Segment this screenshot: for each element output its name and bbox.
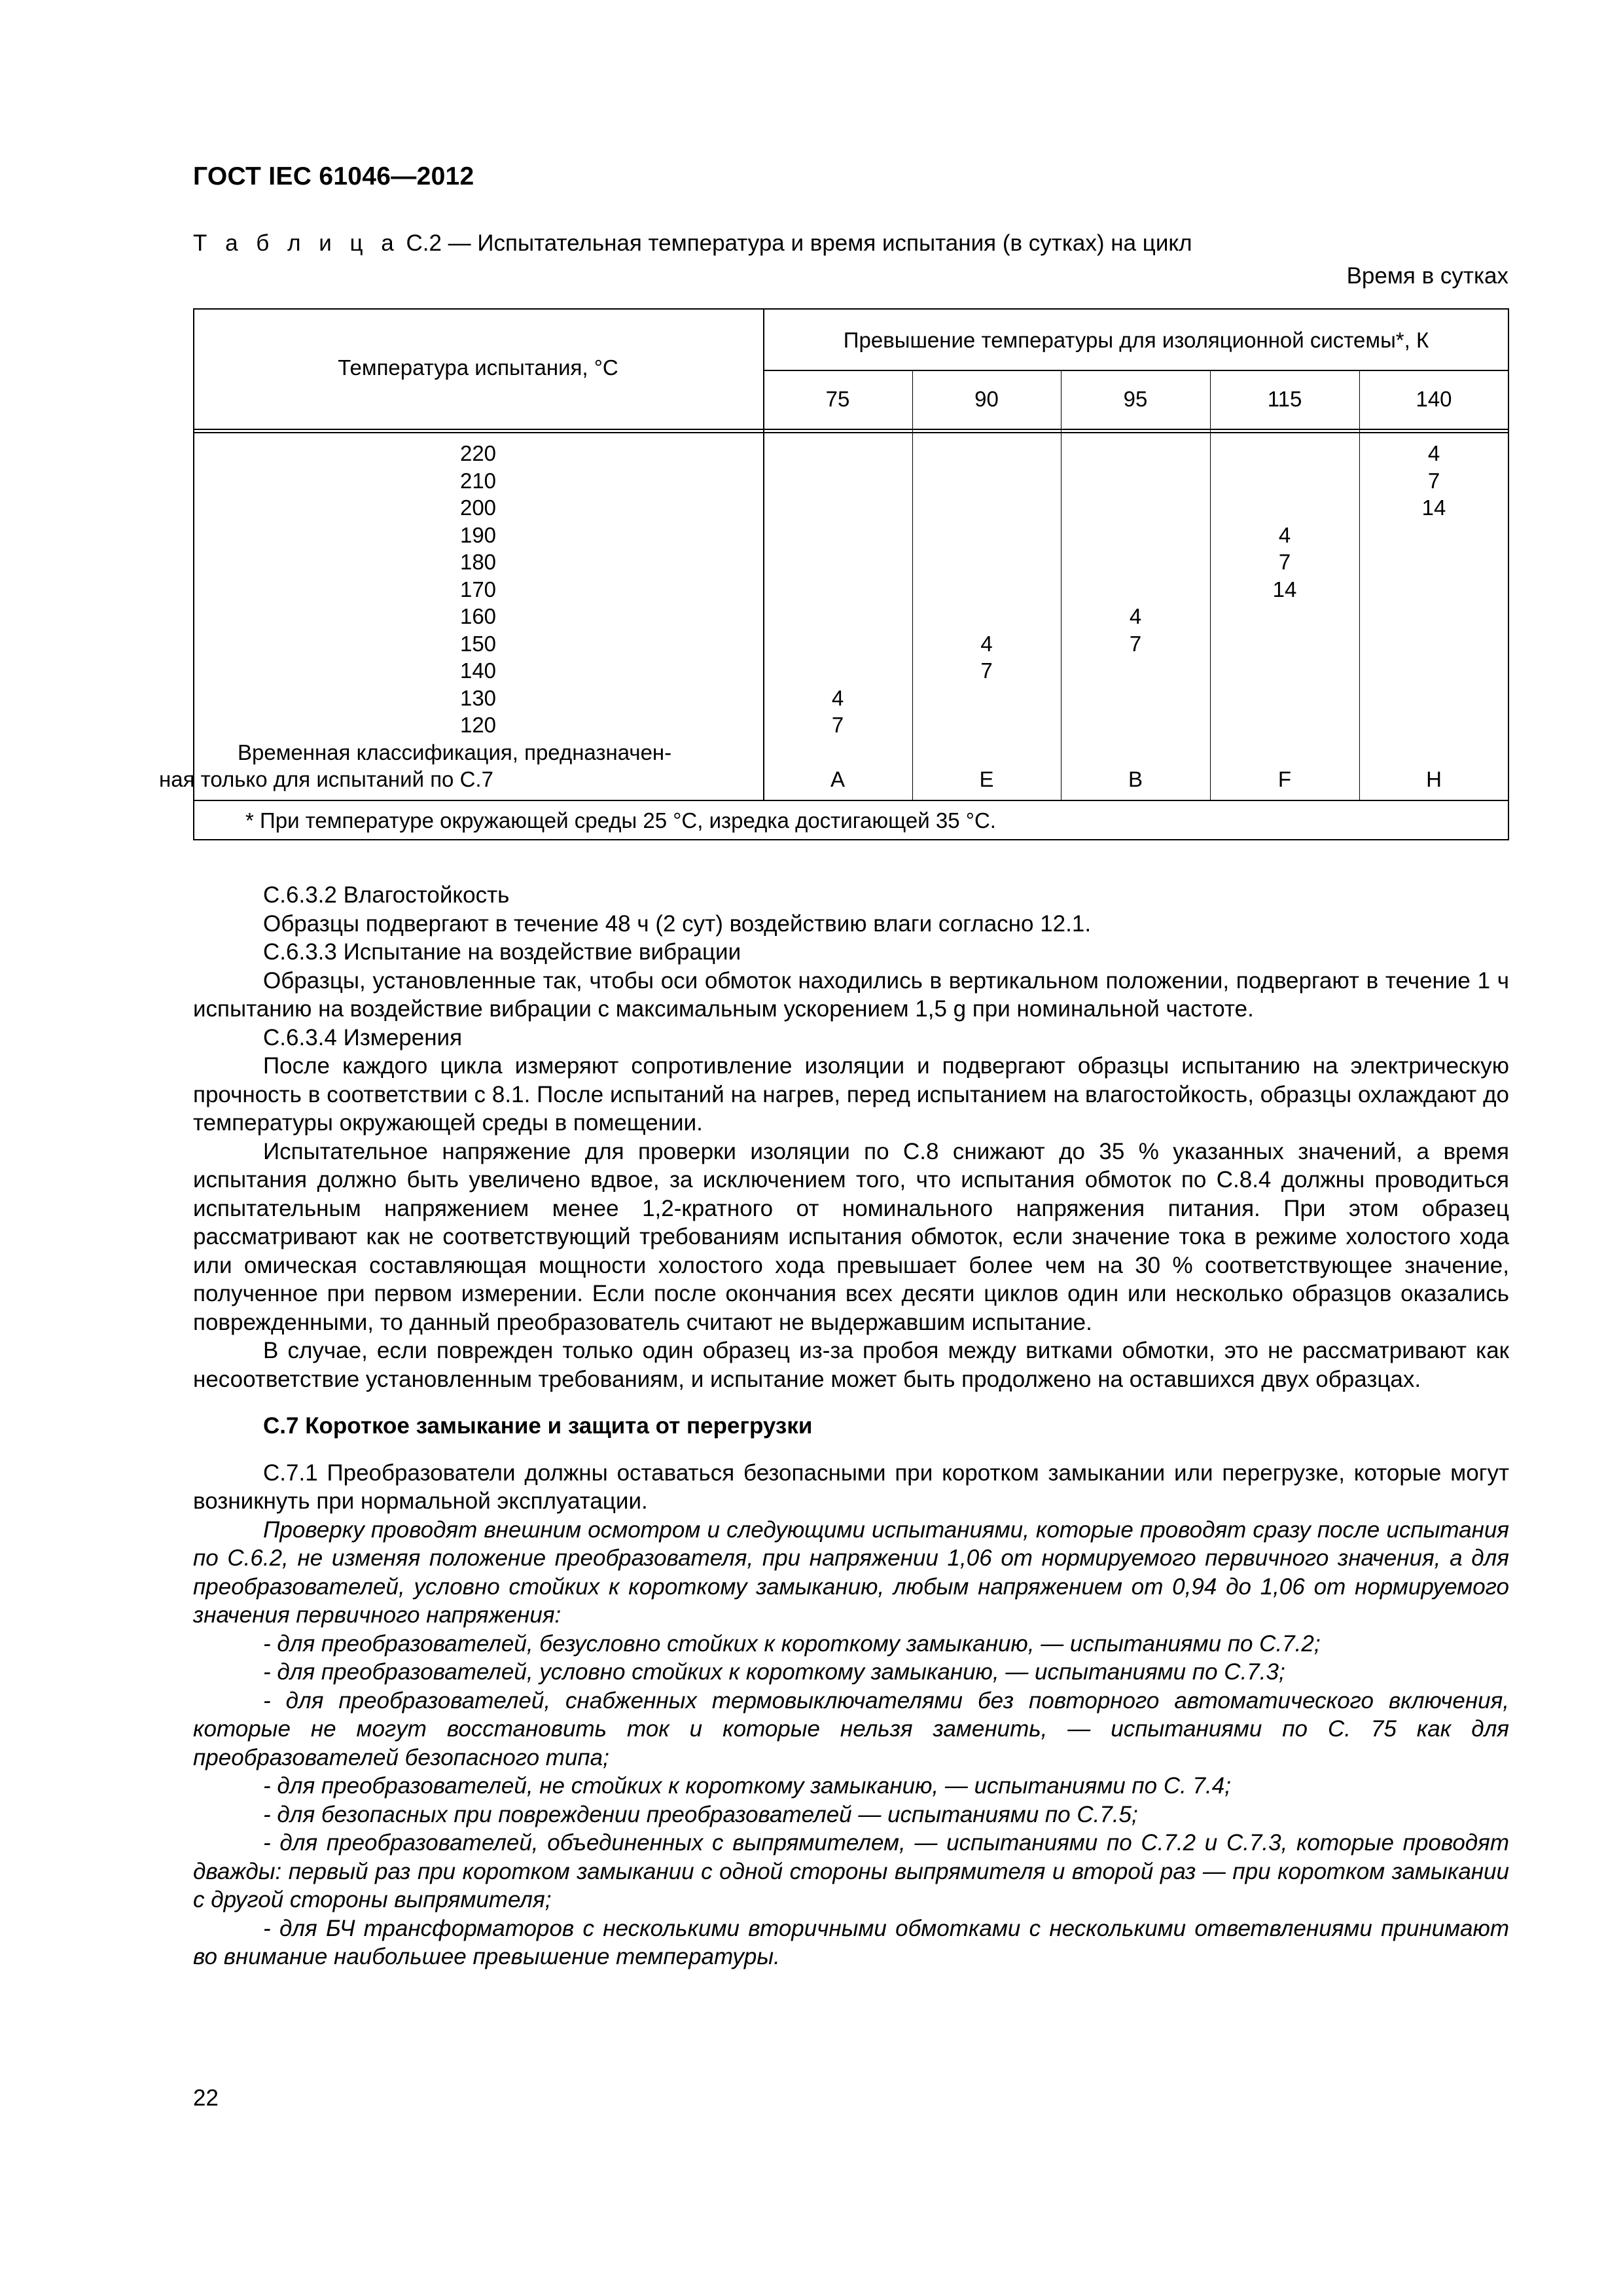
- days-column-75: [763, 440, 912, 793]
- days-cell: [1210, 467, 1359, 495]
- days-cell: [912, 522, 1061, 549]
- days-cell: [1061, 467, 1210, 495]
- table-rule: [193, 800, 1509, 801]
- days-cell: 4: [980, 631, 993, 656]
- days-column-95: [1061, 440, 1210, 793]
- table-rule: [763, 370, 1509, 371]
- paragraph: В случае, если поврежден только один образец из-за пробоя между витками обмотки, это не рассматривают как несоответствие установленным требованиям, и испытание может быть продолжено на оставшихся двух образцах.: [193, 1338, 1509, 1392]
- days-cell: [1061, 548, 1210, 576]
- table-rule: [193, 429, 1509, 430]
- days-cell: [1359, 522, 1508, 549]
- paragraph: С.7.1 Преобразователи должны оставаться безопасными при коротком замыкании или перегрузке, которые могут возникнуть при нормальной эксплуатации.: [193, 1460, 1509, 1514]
- column-header-95: 95: [1123, 387, 1148, 411]
- days-cell: 14: [1272, 577, 1297, 601]
- paragraph: Образцы подвергают в течение 48 ч (2 сут) воздействию влаги согласно 12.1.: [263, 910, 1092, 937]
- days-cell: 4: [1278, 522, 1291, 547]
- body-text-block-1: [193, 881, 1509, 1971]
- column-header-115: 115: [1267, 387, 1302, 411]
- document-header: ГОСТ IEC 61046—2012: [193, 162, 474, 190]
- days-cell: [1210, 603, 1359, 630]
- clause-heading-c632: С.6.3.2 Влагостойкость: [263, 882, 510, 908]
- paragraph: Испытательное напряжение для проверки изоляции по С.8 снижают до 35 % указанных значений, а время испытания должно быть увеличено вдвое, за исключением того, что испытания обмоток по С.8.4 должны проводиться испытательным напряжением менее 1,2-кратного от номинального напряжения питания. При этом образец рассматривают как не соответствующий требованиям испытания обмоток, если значение тока в режиме холостого хода или омическая составляющая мощности холостого хода превышает более чем на 30 % соответствующее значение, полученное при первом измерении. Если после окончания всех десяти циклов один или несколько образцов оказались поврежденными, то данный преобразователь считают не выдержавшим испытание.: [193, 1138, 1509, 1335]
- classification-label-line1: Временная классификация, предназначен-: [238, 740, 672, 764]
- days-cell: [1210, 657, 1359, 685]
- days-cell: 4: [1427, 441, 1440, 465]
- class-letter-h: H: [1426, 767, 1442, 791]
- column-header-90: 90: [974, 387, 999, 411]
- days-cell: [1359, 711, 1508, 739]
- column-header-temperature-rise: Превышение температуры для изоляционной системы*, К: [843, 328, 1429, 352]
- days-cell: [763, 630, 912, 658]
- paragraph: После каждого цикла измеряют сопротивление изоляции и подвергают образцы испытанию на электрическую прочность в соответствии с 8.1. После испытаний на нагрев, перед испытанием на влагостойкость, образцы охлаждают до температуры окружающей среды в помещении.: [193, 1053, 1509, 1136]
- days-cell: 4: [831, 685, 844, 710]
- days-cell: 7: [831, 713, 844, 737]
- class-letter-e: E: [979, 767, 994, 791]
- column-header-75: 75: [825, 387, 850, 411]
- table-units: Время в сутках: [1346, 263, 1508, 289]
- temperature-value: 220: [459, 441, 497, 465]
- table-caption: [193, 230, 1192, 257]
- temperature-column: [159, 440, 763, 793]
- days-cell: [1061, 711, 1210, 739]
- list-item: - для преобразователей, объединенных с выпрямителем, — испытаниями по С.7.2 и С.7.3, которые проводят дважды: первый раз при коротком замыкании с одной стороны выпрямителя и второй раз — при коротком замыкании с другой стороны выпрямителя;: [193, 1830, 1509, 1912]
- days-cell: [1061, 685, 1210, 712]
- days-cell: [1359, 630, 1508, 658]
- days-cell: [1359, 685, 1508, 712]
- days-cell: [1359, 576, 1508, 603]
- list-item: - для БЧ трансформаторов с несколькими вторичными обмотками с несколькими ответвлениями принимают во внимание наибольшее превышение температуры.: [193, 1915, 1509, 1969]
- temperature-value: 120: [459, 713, 497, 737]
- days-cell: [763, 603, 912, 630]
- days-cell: [912, 548, 1061, 576]
- column-header-test-temperature: Температура испытания, °C: [338, 355, 618, 380]
- section-heading-c7: С.7 Короткое замыкание и защита от перегрузки: [263, 1413, 813, 1439]
- test-temperature-table: [159, 308, 1509, 840]
- days-cell: [912, 440, 1061, 467]
- table-rule: [193, 432, 1509, 433]
- days-cell: [763, 548, 912, 576]
- page-number: 22: [193, 2085, 219, 2111]
- days-cell: [912, 467, 1061, 495]
- list-item: - для преобразователей, снабженных термовыключателями без повторного автоматического включения, которые не могут восстановить ток и которые нельзя заменить, — испытаниями по С. 75 как для преобразователей безопасного типа;: [193, 1687, 1509, 1770]
- days-cell: [1210, 494, 1359, 522]
- days-cell: [1061, 440, 1210, 467]
- list-item: - для преобразователей, безусловно стойких к короткому замыканию, — испытаниями по С.7.2;: [263, 1630, 1321, 1657]
- table-caption-label: Т а б л и ц а: [193, 230, 400, 256]
- days-cell: [1359, 603, 1508, 630]
- days-cell: 7: [1129, 631, 1142, 656]
- days-cell: [763, 494, 912, 522]
- days-cell: [1061, 657, 1210, 685]
- temperature-value: 150: [459, 631, 497, 656]
- days-cell: [1061, 494, 1210, 522]
- column-header-140: 140: [1416, 387, 1452, 411]
- temperature-value: 130: [459, 685, 497, 710]
- class-letter-a: A: [830, 767, 845, 791]
- days-cell: 4: [1129, 604, 1142, 628]
- temperature-value: 180: [459, 550, 497, 574]
- clause-heading-c633: С.6.3.3 Испытание на воздействие вибрации: [263, 939, 741, 965]
- days-cell: [1210, 440, 1359, 467]
- temperature-value: 200: [459, 495, 497, 520]
- days-cell: [763, 440, 912, 467]
- days-cell: [763, 522, 912, 549]
- days-cell: 7: [980, 658, 993, 683]
- classification-label: [159, 739, 763, 793]
- table-border: [193, 308, 1509, 310]
- list-item: - для преобразователей, не стойких к короткому замыканию, — испытаниями по С. 7.4;: [263, 1773, 1231, 1799]
- table-border: [193, 839, 1509, 840]
- days-column-140: [1359, 440, 1508, 793]
- days-cell: [912, 576, 1061, 603]
- days-cell: [1359, 548, 1508, 576]
- days-column-90: [912, 440, 1061, 793]
- class-letter-b: B: [1128, 767, 1143, 791]
- days-cell: [763, 576, 912, 603]
- table-caption-text: С.2 — Испытательная температура и время испытания (в сутках) на цикл: [399, 230, 1192, 256]
- temperature-value: 140: [459, 658, 497, 683]
- classification-label-line2: ная только для испытаний по С.7: [159, 767, 493, 791]
- list-item: - для безопасных при повреждении преобразователей — испытаниями по С.7.5;: [263, 1801, 1138, 1827]
- days-cell: [912, 685, 1061, 712]
- temperature-value: 170: [459, 577, 497, 601]
- days-cell: 7: [1427, 468, 1440, 493]
- days-cell: [912, 711, 1061, 739]
- paragraph: Образцы, установленные так, чтобы оси обмоток находились в вертикальном положении, подвергают в течение 1 ч испытанию на воздействие вибрации с максимальным ускорением 1,5 g при номинальной частоте.: [193, 967, 1509, 1022]
- days-cell: 14: [1421, 495, 1446, 520]
- days-column-115: [1210, 440, 1359, 793]
- days-cell: [912, 494, 1061, 522]
- class-letter-f: F: [1277, 767, 1292, 791]
- clause-heading-c634: С.6.3.4 Измерения: [263, 1024, 463, 1050]
- days-cell: [1210, 711, 1359, 739]
- days-cell: [912, 603, 1061, 630]
- days-cell: [1359, 657, 1508, 685]
- table-footnote: * При температуре окружающей среды 25 °C, изредка достигающей 35 °C.: [245, 808, 996, 833]
- days-cell: [1210, 630, 1359, 658]
- temperature-value: 160: [459, 604, 497, 628]
- days-cell: [763, 657, 912, 685]
- days-cell: [1061, 522, 1210, 549]
- days-cell: 7: [1278, 550, 1291, 574]
- days-cell: [763, 467, 912, 495]
- temperature-value: 190: [459, 522, 497, 547]
- paragraph: Проверку проводят внешним осмотром и следующими испытаниями, которые проводят сразу после испытания по С.6.2, не изменяя положение преобразователя, при напряжении 1,06 от нормируемого первичного значения, а для преобразователей, условно стойких к короткому замыканию, любым напряжением от 0,94 до 1,06 от нормируемого значения первичного напряжения:: [193, 1516, 1509, 1628]
- temperature-value: 210: [459, 468, 497, 493]
- days-cell: [1061, 576, 1210, 603]
- days-cell: [1210, 685, 1359, 712]
- list-item: - для преобразователей, условно стойких к короткому замыканию, — испытаниями по С.7.3;: [263, 1659, 1285, 1685]
